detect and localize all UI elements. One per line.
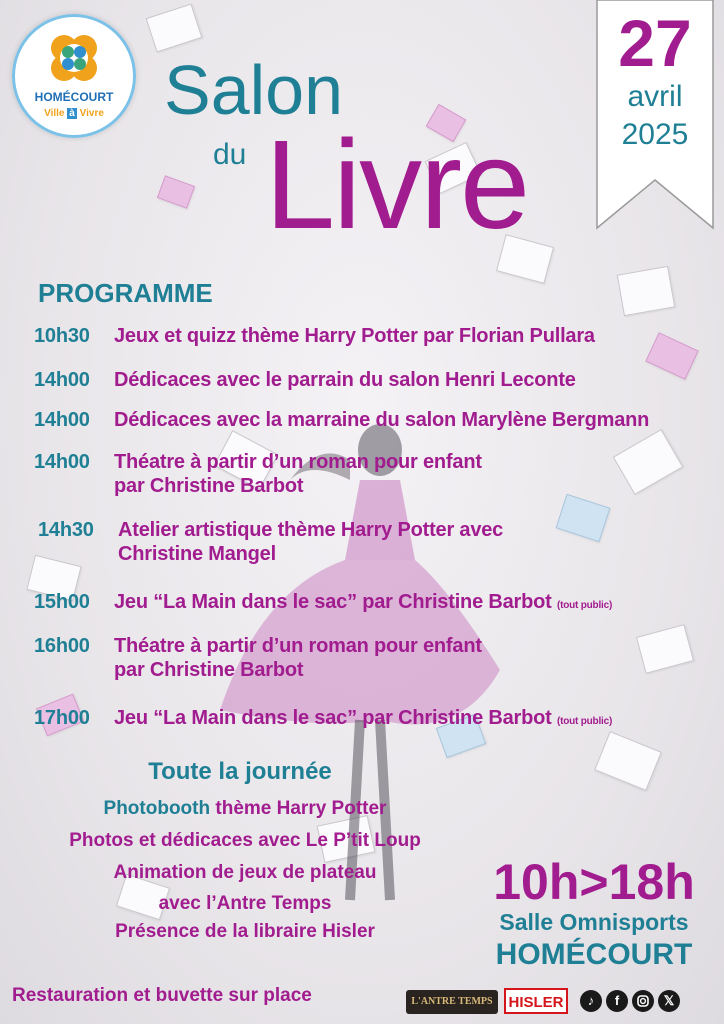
programme-item (34, 590, 612, 618)
hisler-logo: HISLER (504, 988, 568, 1014)
programme-desc: Atelier artistique thème Harry Potter avec (118, 519, 504, 541)
all-day-line-1b: thème Harry Potter (215, 798, 387, 819)
programme-time: 14h00 (34, 409, 90, 431)
programme-item (34, 324, 595, 348)
programme-desc: Jeux et quizz thème Harry Potter par Florian Pullara (114, 325, 595, 347)
tiktok-icon[interactable]: ♪ (580, 990, 602, 1012)
programme-item (34, 450, 482, 498)
logo-tagline-left: Ville (44, 108, 65, 119)
logo-name: HOMÉCOURT (34, 90, 114, 104)
instagram-icon[interactable] (632, 990, 654, 1012)
title-livre: Livre (265, 114, 529, 255)
date-year: 2025 (621, 118, 689, 151)
programme-note: (tout public) (556, 600, 613, 611)
antre-temps-logo: L'ANTRE TEMPS (406, 990, 498, 1014)
logo-tagline-right: Vivre (79, 108, 104, 119)
programme-item (34, 706, 612, 734)
programme-note: (tout public) (556, 716, 613, 727)
programme-time: 14h00 (34, 451, 90, 473)
all-day-line-4: avec l’Antre Temps (158, 893, 332, 914)
programme-desc: Théatre à partir d’un roman pour enfant (114, 451, 482, 473)
title-du: du (213, 138, 247, 171)
logo-tagline (12, 108, 136, 119)
title-salon: Salon (164, 51, 344, 129)
logo-flower-icon (46, 32, 102, 84)
restauration-note: Restauration et buvette sur place (12, 985, 312, 1006)
all-day-heading: Toute la journée (148, 758, 332, 785)
programme-time: 14h00 (34, 369, 90, 391)
date-month: avril (627, 80, 683, 113)
facebook-icon[interactable]: f (606, 990, 628, 1012)
logo-tagline-mid: à (69, 108, 75, 119)
programme-item (34, 634, 482, 682)
programme-item (34, 408, 649, 432)
homecourt-logo (12, 14, 136, 138)
programme-time: 16h00 (34, 635, 90, 657)
programme-item (38, 518, 503, 566)
programme-desc-2: Christine Mangel (118, 543, 276, 565)
all-day-line-1a: Photobooth (103, 798, 211, 819)
programme-desc-2: par Christine Barbot (114, 475, 304, 497)
all-day-line-5: Présence de la libraire Hisler (115, 921, 375, 942)
programme-desc: Jeu “La Main dans le sac” par Christine Barbot (114, 707, 552, 729)
date-day: 27 (618, 6, 692, 80)
programme-desc-2: par Christine Barbot (114, 659, 304, 681)
programme-desc: Dédicaces avec le parrain du salon Henri Leconte (114, 369, 576, 391)
programme-time: 17h00 (34, 707, 90, 729)
programme-time: 10h30 (34, 325, 90, 347)
venue-city: HOMÉCOURT (495, 938, 693, 971)
programme-time: 14h30 (38, 519, 94, 541)
opening-hours: 10h>18h (493, 854, 695, 910)
programme-time: 15h00 (34, 591, 90, 613)
programme-item (34, 368, 576, 392)
programme-desc: Jeu “La Main dans le sac” par Christine Barbot (114, 591, 552, 613)
programme-desc: Dédicaces avec la marraine du salon Marylène Bergmann (114, 409, 650, 431)
all-day-line-2: Photos et dédicaces avec Le P’tit Loup (69, 830, 421, 851)
programme-desc: Théatre à partir d’un roman pour enfant (114, 635, 482, 657)
venue-name: Salle Omnisports (499, 909, 689, 935)
all-day-line-1 (40, 797, 450, 820)
programme-heading: PROGRAMME (38, 278, 213, 308)
x-icon[interactable]: 𝕏 (658, 990, 680, 1012)
all-day-line-3: Animation de jeux de plateau (113, 862, 377, 883)
